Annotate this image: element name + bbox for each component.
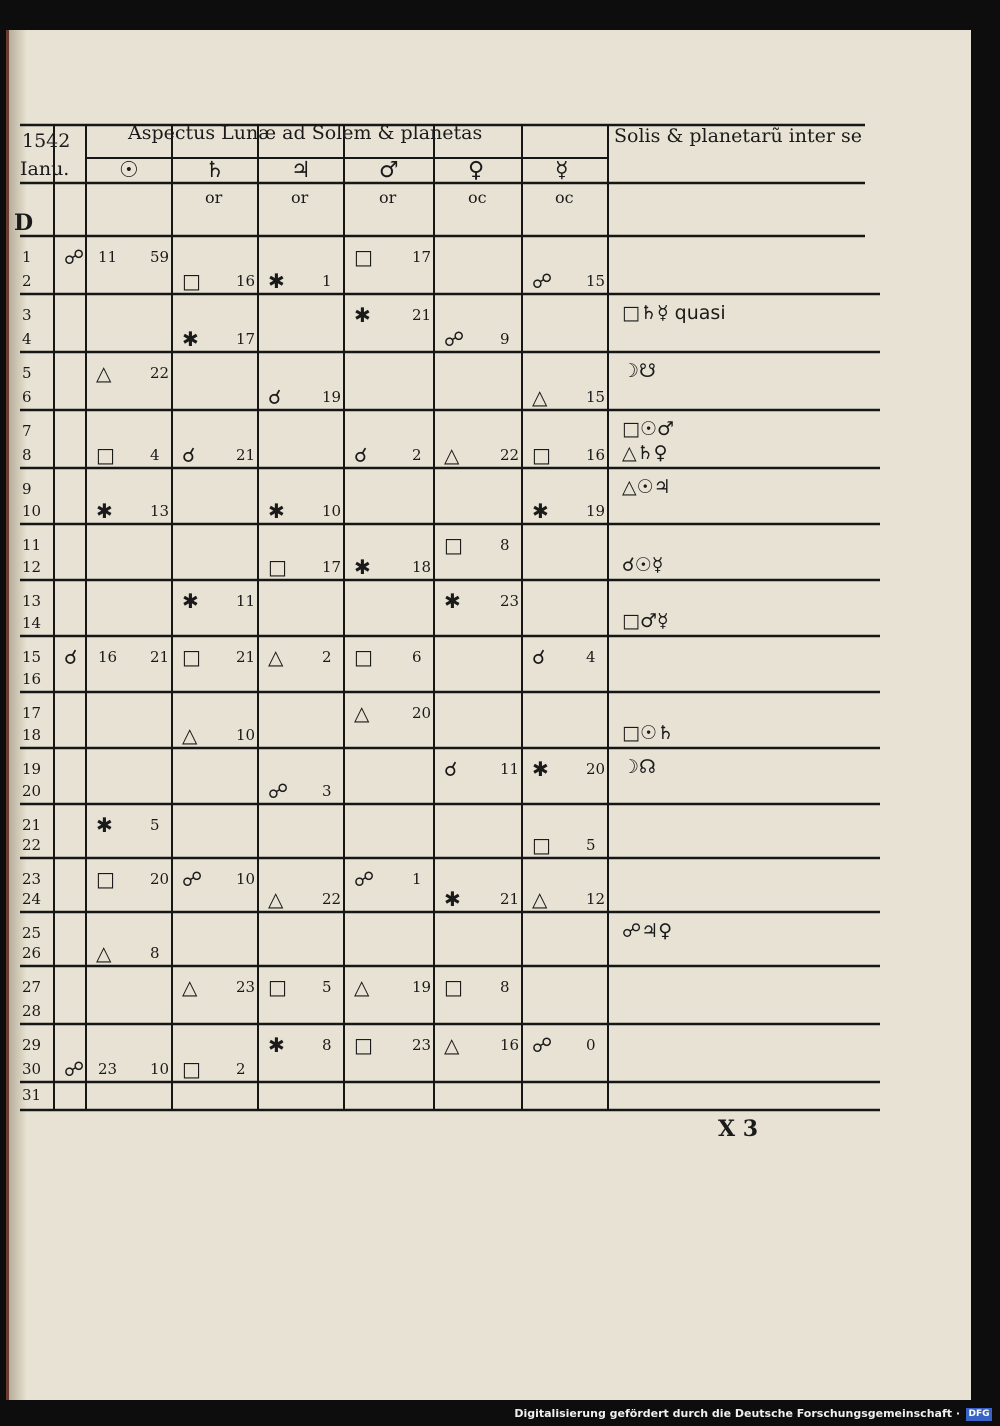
day-number: 26 — [22, 944, 42, 962]
aspect-hour: 21 — [500, 890, 520, 908]
aspect-hour: 17 — [236, 330, 256, 348]
aspect-symbol: □ — [182, 269, 201, 293]
aspect-hour: 11 — [98, 248, 118, 266]
aspect-hour: 8 — [500, 536, 510, 554]
day-number: 24 — [22, 890, 42, 908]
aspect-symbol: □ — [96, 867, 115, 891]
aspect-hour: 18 — [412, 558, 432, 576]
aspect-symbol: ☍ — [64, 1057, 85, 1081]
aspect-symbol: ☍ — [182, 867, 203, 891]
aspect-symbol: □ — [96, 443, 115, 467]
aspect-hour: 16 — [586, 446, 606, 464]
aspect-symbol: △ — [268, 645, 284, 669]
aspect-hour: 13 — [150, 502, 170, 520]
signature-mark: X 3 — [718, 1116, 759, 1142]
aspect-hour: 17 — [412, 248, 432, 266]
day-number: 7 — [22, 422, 32, 440]
aspect-symbol: ☌ — [354, 443, 368, 467]
aspect-hour: 15 — [586, 388, 606, 406]
aspect-symbol: ☍ — [64, 245, 85, 269]
aspect-symbol: ☌ — [182, 443, 196, 467]
day-number: 31 — [22, 1086, 42, 1104]
digitization-credit: Digitalisierung gefördert durch die Deutsche Forschungsgemeinschaft · — [514, 1407, 960, 1420]
aspect-hour: 1 — [322, 272, 332, 290]
aspect-symbol: △ — [96, 941, 112, 965]
aspect-hour: 23 — [236, 978, 256, 996]
aspect-hour: 21 — [412, 306, 432, 324]
aspect-symbol: □ — [444, 975, 463, 999]
aspect-hour: 6 — [412, 648, 422, 666]
aspect-hour: 8 — [500, 978, 510, 996]
aspect-symbol: ✱ — [182, 589, 199, 613]
aspect-minute: 10 — [150, 1060, 170, 1078]
aspect-symbol: ✱ — [532, 757, 549, 781]
aspect-hour: 1 — [412, 870, 422, 888]
day-number: 10 — [22, 502, 42, 520]
aspect-hour: 23 — [98, 1060, 118, 1078]
aspect-hour: 19 — [412, 978, 432, 996]
aspect-symbol: □ — [354, 645, 373, 669]
aspect-symbol: ✱ — [268, 1033, 285, 1057]
aspect-symbol: ✱ — [532, 499, 549, 523]
aspect-hour: 21 — [236, 648, 256, 666]
day-number: 30 — [22, 1060, 42, 1078]
aspect-hour: 21 — [236, 446, 256, 464]
aspect-hour: 19 — [586, 502, 606, 520]
day-number: 17 — [22, 704, 42, 722]
day-number: 19 — [22, 760, 42, 778]
aspect-symbol: △ — [96, 361, 112, 385]
aspect-hour: 16 — [236, 272, 256, 290]
aspect-hour: 19 — [322, 388, 342, 406]
planet-aspect-entry: □♄☿ quasi — [622, 302, 726, 324]
aspect-hour: 22 — [322, 890, 342, 908]
aspect-hour: 11 — [236, 592, 256, 610]
day-number: 22 — [22, 836, 42, 854]
aspect-symbol: △ — [444, 1033, 460, 1057]
aspect-symbol: ☍ — [268, 779, 289, 803]
planet-aspect-entry: □☉♄ — [622, 722, 675, 744]
aspect-symbol: △ — [268, 887, 284, 911]
aspect-symbol: □ — [354, 245, 373, 269]
day-number: 5 — [22, 364, 32, 382]
aspect-symbol: ✱ — [96, 813, 113, 837]
aspect-hour: 20 — [586, 760, 606, 778]
aspect-symbol: ☍ — [532, 1033, 553, 1057]
day-number: 12 — [22, 558, 42, 576]
day-number: 25 — [22, 924, 42, 942]
aspect-symbol: ☍ — [532, 269, 553, 293]
planet-aspect-entry: □♂☿ — [622, 610, 669, 632]
aspect-symbol: ✱ — [354, 555, 371, 579]
aspect-hour: 15 — [586, 272, 606, 290]
aspect-hour: 23 — [412, 1036, 432, 1054]
aspect-hour: 2 — [322, 648, 332, 666]
aspect-hour: 20 — [412, 704, 432, 722]
aspects-title: Aspectus Lunæ ad Solem & planetas — [128, 122, 483, 144]
planet-symbol-saturn: ♄ — [205, 158, 225, 183]
aspect-symbol: △ — [182, 975, 198, 999]
planet-symbol-sol: ☉ — [119, 158, 139, 183]
aspect-symbol: □ — [182, 645, 201, 669]
day-number: 14 — [22, 614, 42, 632]
planet-aspect-entry: ☽☊ — [622, 756, 656, 778]
planet-symbol-jupiter: ♃ — [291, 158, 311, 183]
aspect-symbol: △ — [444, 443, 460, 467]
sublabel-mercury: oc — [555, 188, 574, 207]
day-number: 29 — [22, 1036, 42, 1054]
day-number: 28 — [22, 1002, 42, 1020]
aspect-symbol: ☍ — [444, 327, 465, 351]
aspect-hour: 4 — [586, 648, 596, 666]
aspect-symbol: △ — [354, 975, 370, 999]
aspect-hour: 23 — [500, 592, 520, 610]
aspect-minute: 59 — [150, 248, 170, 266]
aspect-hour: 2 — [412, 446, 422, 464]
aspect-symbol: △ — [532, 385, 548, 409]
aspect-hour: 10 — [236, 726, 256, 744]
planets-mutual-title: Solis & planetarũ inter se — [614, 125, 863, 147]
aspect-hour: 10 — [236, 870, 256, 888]
day-number: 6 — [22, 388, 32, 406]
aspect-symbol: △ — [182, 723, 198, 747]
aspect-hour: 5 — [322, 978, 332, 996]
aspect-hour: 5 — [586, 836, 596, 854]
day-number: 2 — [22, 272, 32, 290]
aspect-hour: 10 — [322, 502, 342, 520]
year-label: 1542 — [22, 130, 71, 152]
aspect-hour: 3 — [322, 782, 332, 800]
day-column-label: D — [14, 210, 34, 236]
aspect-hour: 2 — [236, 1060, 246, 1078]
aspect-hour: 12 — [586, 890, 606, 908]
day-number: 11 — [22, 536, 42, 554]
day-number: 23 — [22, 870, 42, 888]
dfg-logo: DFG — [966, 1408, 992, 1421]
aspect-symbol: ✱ — [444, 589, 461, 613]
aspect-symbol: ✱ — [268, 499, 285, 523]
day-number: 16 — [22, 670, 42, 688]
aspect-symbol: △ — [532, 887, 548, 911]
aspect-symbol: □ — [354, 1033, 373, 1057]
aspect-symbol: □ — [182, 1057, 201, 1081]
aspect-hour: 8 — [150, 944, 160, 962]
day-number: 1 — [22, 248, 32, 266]
planet-symbol-mars: ♂ — [379, 158, 399, 183]
aspect-symbol: □ — [268, 555, 287, 579]
sublabel-saturn: or — [205, 188, 223, 207]
day-number: 18 — [22, 726, 42, 744]
month-label: Ianu. — [20, 158, 70, 180]
sublabel-mars: or — [379, 188, 397, 207]
aspect-symbol: ☌ — [444, 757, 458, 781]
aspect-symbol: ✱ — [268, 269, 285, 293]
planet-aspect-entry: △☉♃ — [622, 476, 671, 498]
day-number: 8 — [22, 446, 32, 464]
day-number: 15 — [22, 648, 42, 666]
day-number: 9 — [22, 480, 32, 498]
aspect-symbol: ☌ — [532, 645, 546, 669]
sublabel-jupiter: or — [291, 188, 309, 207]
aspect-symbol: ✱ — [444, 887, 461, 911]
aspect-symbol: △ — [354, 701, 370, 725]
aspect-symbol: ☌ — [64, 645, 78, 669]
planet-aspect-entry: △♄♀ — [622, 442, 668, 464]
sublabel-venus: oc — [468, 188, 487, 207]
aspect-hour: 5 — [150, 816, 160, 834]
aspect-hour: 8 — [322, 1036, 332, 1054]
aspect-symbol: ✱ — [354, 303, 371, 327]
planet-aspect-entry: □☉♂ — [622, 418, 675, 440]
aspect-symbol: □ — [532, 833, 551, 857]
planet-symbol-mercury: ☿ — [555, 158, 569, 183]
aspect-hour: 16 — [98, 648, 118, 666]
aspect-hour: 9 — [500, 330, 510, 348]
aspect-symbol: ✱ — [96, 499, 113, 523]
aspect-symbol: ✱ — [182, 327, 199, 351]
day-number: 27 — [22, 978, 42, 996]
aspect-hour: 22 — [150, 364, 170, 382]
aspect-hour: 0 — [586, 1036, 596, 1054]
aspect-hour: 22 — [500, 446, 520, 464]
aspect-symbol: □ — [444, 533, 463, 557]
day-number: 4 — [22, 330, 32, 348]
planet-aspect-entry: ☌☉☿ — [622, 554, 664, 576]
aspect-symbol: □ — [532, 443, 551, 467]
planet-symbol-venus: ♀ — [468, 158, 485, 183]
planet-aspect-entry: ☍♃♀ — [622, 920, 673, 942]
day-number: 13 — [22, 592, 42, 610]
aspect-hour: 17 — [322, 558, 342, 576]
aspect-symbol: □ — [268, 975, 287, 999]
aspect-hour: 11 — [500, 760, 520, 778]
aspect-hour: 16 — [500, 1036, 520, 1054]
aspect-symbol: ☍ — [354, 867, 375, 891]
planet-aspect-entry: ☽☋ — [622, 360, 656, 382]
aspect-hour: 20 — [150, 870, 170, 888]
day-number: 21 — [22, 816, 42, 834]
day-number: 20 — [22, 782, 42, 800]
aspect-minute: 21 — [150, 648, 170, 666]
aspect-symbol: ☌ — [268, 385, 282, 409]
aspect-hour: 4 — [150, 446, 160, 464]
day-number: 3 — [22, 306, 32, 324]
